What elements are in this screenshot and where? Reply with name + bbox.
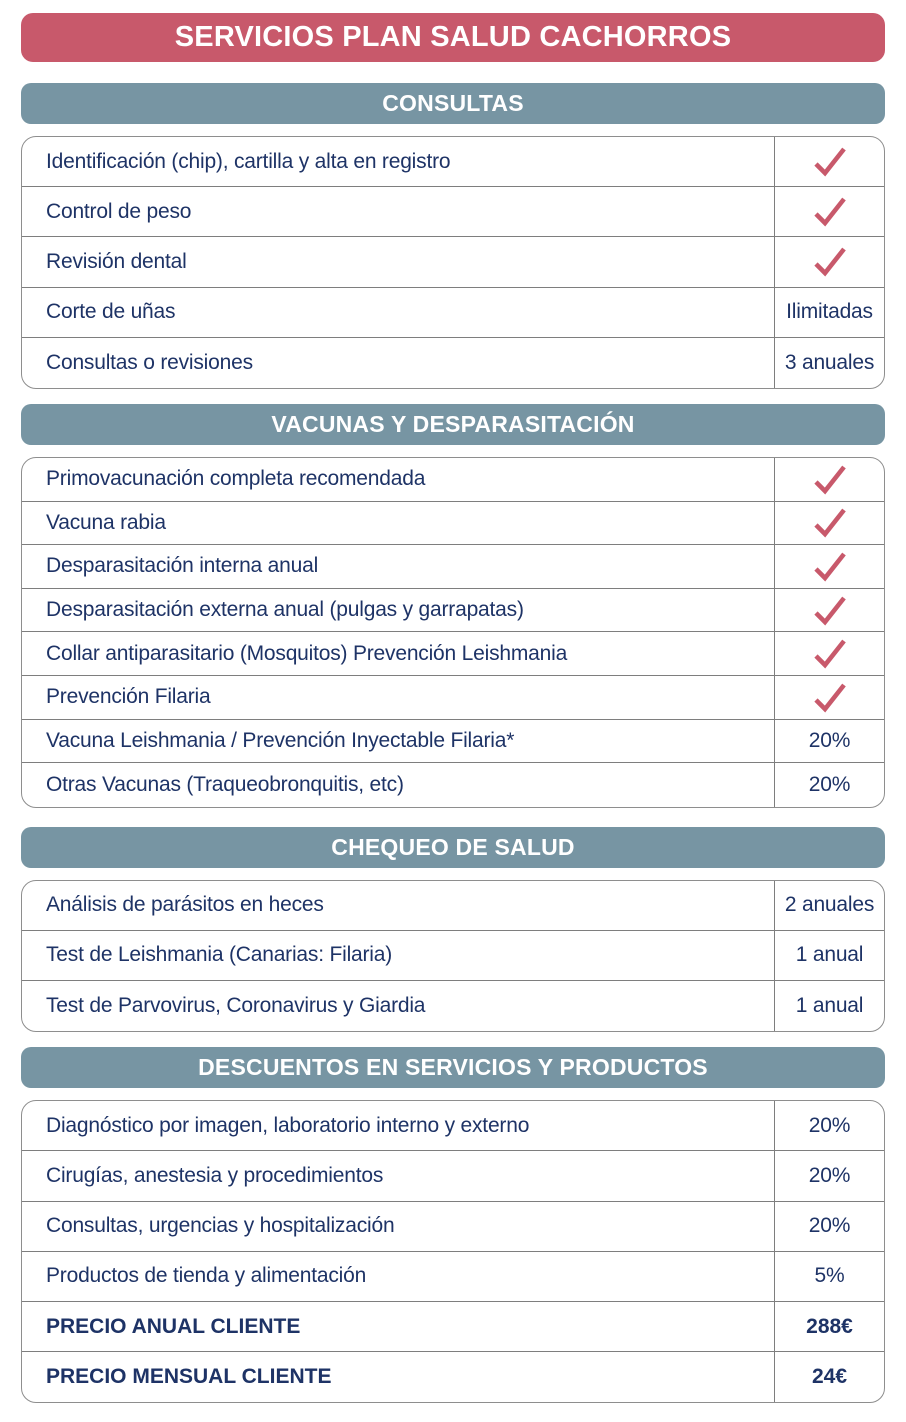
- service-value-cell: [774, 502, 884, 545]
- check-icon: [812, 638, 848, 669]
- page-title: SERVICIOS PLAN SALUD CACHORROS: [174, 21, 732, 53]
- service-value-cell: [774, 1101, 884, 1150]
- service-value: 2 anuales: [784, 893, 875, 917]
- service-name-cell: [22, 881, 774, 930]
- table-row: [22, 288, 884, 338]
- service-value-cell: [774, 1302, 884, 1351]
- section-header-label: CONSULTAS: [382, 90, 524, 116]
- table-row: [22, 137, 884, 187]
- services-table: [21, 880, 885, 1033]
- table-row: [22, 720, 884, 764]
- table-row: [22, 632, 884, 676]
- table-row: [22, 1151, 884, 1201]
- plan-section: [21, 83, 885, 389]
- plan-title-banner: [21, 13, 885, 62]
- service-name: Prevención Filaria: [46, 685, 211, 709]
- service-name-cell: [22, 288, 774, 337]
- service-value-cell: [774, 881, 884, 930]
- service-value-cell: [774, 338, 884, 388]
- service-name-cell: [22, 1151, 774, 1200]
- table-row: [22, 502, 884, 546]
- service-value: 20%: [808, 1164, 851, 1188]
- service-name: PRECIO ANUAL CLIENTE: [46, 1314, 301, 1338]
- table-row: [22, 763, 884, 807]
- service-value-cell: [774, 1151, 884, 1200]
- service-value-cell: [774, 632, 884, 675]
- service-name: Vacuna Leishmania / Prevención Inyectable Filaria*: [46, 728, 515, 752]
- table-row: [22, 187, 884, 237]
- check-icon: [812, 464, 848, 495]
- services-table: [21, 457, 885, 808]
- check-icon: [812, 682, 848, 713]
- service-value: 1 anual: [795, 943, 864, 967]
- table-row: [22, 981, 884, 1031]
- table-row: [22, 237, 884, 287]
- service-name-cell: [22, 763, 774, 807]
- service-name: Revisión dental: [46, 249, 187, 273]
- table-row: [22, 1252, 884, 1302]
- section-header: [21, 1047, 885, 1088]
- service-name: Collar antiparasitario (Mosquitos) Prevención Leishmania: [46, 641, 568, 665]
- table-row: [22, 458, 884, 502]
- table-row: [22, 545, 884, 589]
- service-name: Corte de uñas: [46, 300, 176, 324]
- service-value: 1 anual: [795, 994, 864, 1018]
- service-name-cell: [22, 458, 774, 501]
- service-name: Vacuna rabia: [46, 510, 166, 534]
- service-name-cell: [22, 187, 774, 236]
- service-name: Cirugías, anestesia y procedimientos: [46, 1164, 384, 1188]
- service-value-cell: [774, 545, 884, 588]
- service-value: 5%: [814, 1264, 845, 1288]
- service-value: Ilimitadas: [786, 300, 873, 324]
- table-row: [22, 338, 884, 388]
- service-name-cell: [22, 981, 774, 1031]
- service-value: 20%: [808, 772, 851, 796]
- service-name: Consultas o revisiones: [46, 350, 253, 374]
- table-row: [22, 1101, 884, 1151]
- plan-sections: [21, 83, 885, 1403]
- check-icon: [812, 196, 848, 227]
- service-name: Control de peso: [46, 199, 192, 223]
- service-name: Test de Leishmania (Canarias: Filaria): [46, 943, 393, 967]
- table-row: [22, 676, 884, 720]
- service-value: 288€: [806, 1314, 853, 1338]
- table-row: [22, 1302, 884, 1352]
- section-header-label: DESCUENTOS EN SERVICIOS Y PRODUCTOS: [198, 1054, 708, 1081]
- check-icon: [812, 595, 848, 626]
- service-value-cell: [774, 137, 884, 186]
- service-name: PRECIO MENSUAL CLIENTE: [46, 1365, 332, 1389]
- service-name-cell: [22, 931, 774, 980]
- section-header-label: CHEQUEO DE SALUD: [331, 833, 575, 860]
- service-name-cell: [22, 545, 774, 588]
- service-value-cell: [774, 720, 884, 763]
- table-row: [22, 881, 884, 931]
- service-name: Consultas, urgencias y hospitalización: [46, 1214, 395, 1238]
- service-name-cell: [22, 1252, 774, 1301]
- table-row: [22, 1352, 884, 1402]
- service-value-cell: [774, 288, 884, 337]
- service-name-cell: [22, 1302, 774, 1351]
- service-name: Desparasitación externa anual (pulgas y garrapatas): [46, 598, 524, 622]
- section-header-label: VACUNAS Y DESPARASITACIÓN: [271, 410, 635, 437]
- services-table: [21, 1100, 885, 1403]
- service-value-cell: [774, 187, 884, 236]
- service-value-cell: [774, 458, 884, 501]
- service-name: Diagnóstico por imagen, laboratorio interno y externo: [46, 1113, 530, 1137]
- service-name-cell: [22, 589, 774, 632]
- plan-section: [21, 404, 885, 808]
- service-name-cell: [22, 502, 774, 545]
- check-icon: [812, 551, 848, 582]
- section-header: [21, 827, 885, 868]
- table-row: [22, 1202, 884, 1252]
- services-table: [21, 136, 885, 389]
- service-value: 3 anuales: [784, 350, 875, 374]
- service-name-cell: [22, 720, 774, 763]
- plan-section: [21, 1047, 885, 1403]
- service-value-cell: [774, 237, 884, 286]
- service-name: Test de Parvovirus, Coronavirus y Giardia: [46, 994, 426, 1018]
- table-row: [22, 589, 884, 633]
- table-row: [22, 931, 884, 981]
- service-value-cell: [774, 931, 884, 980]
- service-name-cell: [22, 1352, 774, 1402]
- service-name: Otras Vacunas (Traqueobronquitis, etc): [46, 772, 404, 796]
- check-icon: [812, 507, 848, 538]
- service-value-cell: [774, 981, 884, 1031]
- service-name: Desparasitación interna anual: [46, 554, 319, 578]
- service-name-cell: [22, 338, 774, 388]
- check-icon: [812, 246, 848, 277]
- service-value-cell: [774, 1352, 884, 1402]
- service-name: Identificación (chip), cartilla y alta en registro: [46, 149, 451, 173]
- service-name-cell: [22, 237, 774, 286]
- service-value-cell: [774, 589, 884, 632]
- service-value: 20%: [808, 1214, 851, 1238]
- plan-section: [21, 827, 885, 1033]
- service-name-cell: [22, 1202, 774, 1251]
- service-name: Primovacunación completa recomendada: [46, 467, 426, 491]
- service-value: 20%: [808, 1113, 851, 1137]
- service-value-cell: [774, 763, 884, 807]
- service-value-cell: [774, 1202, 884, 1251]
- service-name-cell: [22, 676, 774, 719]
- service-name-cell: [22, 137, 774, 186]
- section-header: [21, 404, 885, 445]
- service-value: 24€: [811, 1365, 848, 1389]
- section-header: [21, 83, 885, 124]
- check-icon: [812, 146, 848, 177]
- service-value: 20%: [808, 728, 851, 752]
- service-name-cell: [22, 1101, 774, 1150]
- service-name: Productos de tienda y alimentación: [46, 1264, 367, 1288]
- service-name: Análisis de parásitos en heces: [46, 893, 324, 917]
- service-name-cell: [22, 632, 774, 675]
- service-value-cell: [774, 676, 884, 719]
- service-value-cell: [774, 1252, 884, 1301]
